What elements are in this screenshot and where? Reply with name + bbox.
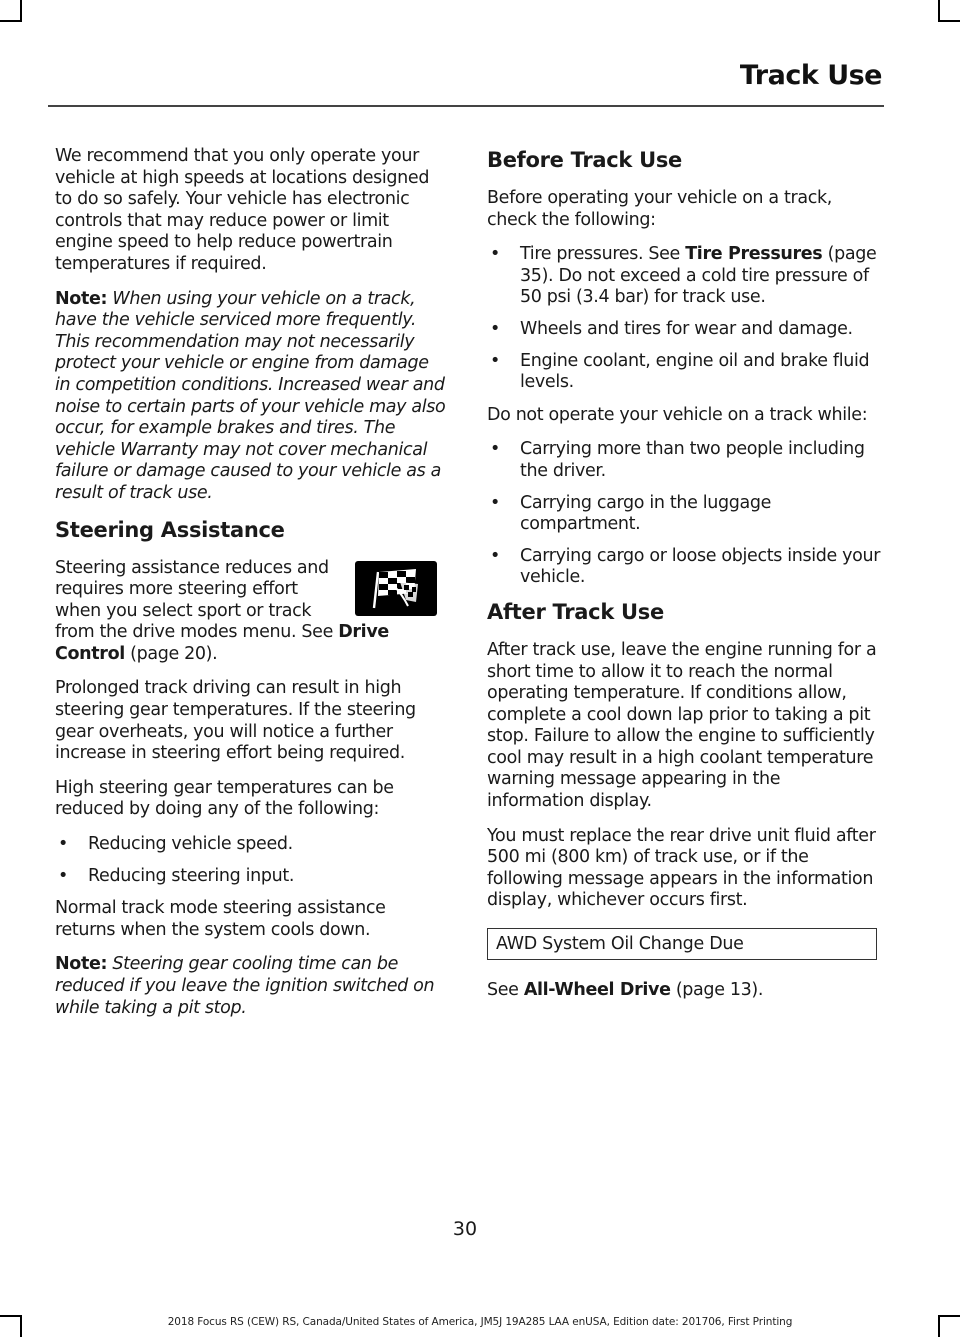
checkered-flag-icon <box>355 561 437 616</box>
display-message-box: AWD System Oil Change Due <box>487 928 877 960</box>
page-number: 30 <box>452 1218 478 1240</box>
list-item: • Engine coolant, engine oil and brake fluid levels. <box>487 351 881 394</box>
donot-intro-paragraph: Do not operate your vehicle on a track while: <box>487 404 868 425</box>
prolonged-driving-paragraph: Prolonged track driving can result in high steering gear temperatures. If the steering gear overheats, you will notice a further increase in steering effort being required. <box>55 678 416 764</box>
note-label: Note: <box>55 954 108 975</box>
note-label: Note: <box>55 288 108 309</box>
note-paragraph <box>55 289 448 505</box>
see-reference-paragraph <box>487 980 881 1002</box>
crop-mark <box>938 20 960 22</box>
page-title: Track Use <box>739 60 882 91</box>
left-column <box>55 146 448 1032</box>
list-item: • Carrying more than two people including the driver. <box>487 439 881 482</box>
after-paragraph-2: You must replace the rear drive unit fluid after 500 mi (800 km) of track use, or if the following message appears in the information display, whichever occurs first. <box>487 825 876 911</box>
list-item: • Reducing steering input. <box>55 866 448 888</box>
right-column <box>487 146 881 1015</box>
section-heading-steering-assistance: Steering Assistance <box>55 517 285 542</box>
note-paragraph <box>55 954 448 1019</box>
intro-paragraph: We recommend that you only operate your vehicle at high speeds at locations designed to do so safely. Your vehicle has electronic controls that may reduce power or limit engine speed to help reduce powertrain temperatures if required. <box>55 146 430 274</box>
crop-mark <box>0 20 22 22</box>
check-list <box>487 244 881 394</box>
note-text: Steering gear cooling time can be reduced if you leave the ignition switched on while taking a pit stop. <box>55 954 435 1018</box>
edition-footer: 2018 Focus RS (CEW) RS, Canada/United States of America, JM5J 19A285 LAA enUSA, Edition date: 201706, First Printing <box>167 1316 793 1328</box>
crop-mark <box>20 0 22 22</box>
list-item <box>487 244 881 309</box>
page-reference: (page 13). <box>670 980 764 1001</box>
donot-list <box>487 439 881 589</box>
list-item-text: (page 35). Do not exceed a cold tire pressure of 50 psi (3.4 bar) for track use. <box>520 244 877 308</box>
list-item: • Reducing vehicle speed. <box>55 834 448 856</box>
steering-text: Steering assistance reduces and requires more steering effort when you select sport or track from the drive modes menu. See <box>55 557 339 643</box>
list-item: • Wheels and tires for wear and damage. <box>487 319 881 341</box>
section-heading-before-track-use: Before Track Use <box>487 148 682 172</box>
note-text: When using your vehicle on a track, have the vehicle serviced more frequently. This recommendation may not necessarily protect your vehicle or engine from damage in competition conditions. Increased wear and noise to certain parts of your vehicle may also occur, for example brakes and tires. The vehicle Warranty may not cover mechanical failure or damage caused to your vehicle as a result of track use. <box>55 288 446 503</box>
all-wheel-drive-reference: All-Wheel Drive <box>523 980 671 1001</box>
crop-mark <box>938 0 940 22</box>
see-text: See <box>487 980 524 1001</box>
list-item: • Carrying cargo in the luggage compartment. <box>487 493 881 536</box>
before-intro-paragraph: Before operating your vehicle on a track, check the following: <box>487 188 832 230</box>
drive-control-reference: Drive Control <box>55 622 389 664</box>
tire-pressures-reference: Tire Pressures <box>685 244 823 265</box>
list-item-text: Tire pressures. See <box>520 244 686 265</box>
page-reference: (page 20). <box>124 643 218 664</box>
after-paragraph-1: After track use, leave the engine running for a short time to allow it to reach the normal operating temperature. If conditions allow, complete a cool down lap prior to taking a pit stop. Failure to allow the engine to sufficiently cool may result in a high coolant temperature warning message appearing in the information display. <box>487 639 877 812</box>
list-item: • Carrying cargo or loose objects inside your vehicle. <box>487 546 881 589</box>
normal-mode-paragraph: Normal track mode steering assistance returns when the system cools down. <box>55 898 386 940</box>
reduce-list <box>55 834 448 887</box>
header-divider <box>48 105 884 107</box>
section-heading-after-track-use: After Track Use <box>487 599 664 624</box>
reduce-intro-paragraph: High steering gear temperatures can be reduced by doing any of the following: <box>55 777 394 820</box>
